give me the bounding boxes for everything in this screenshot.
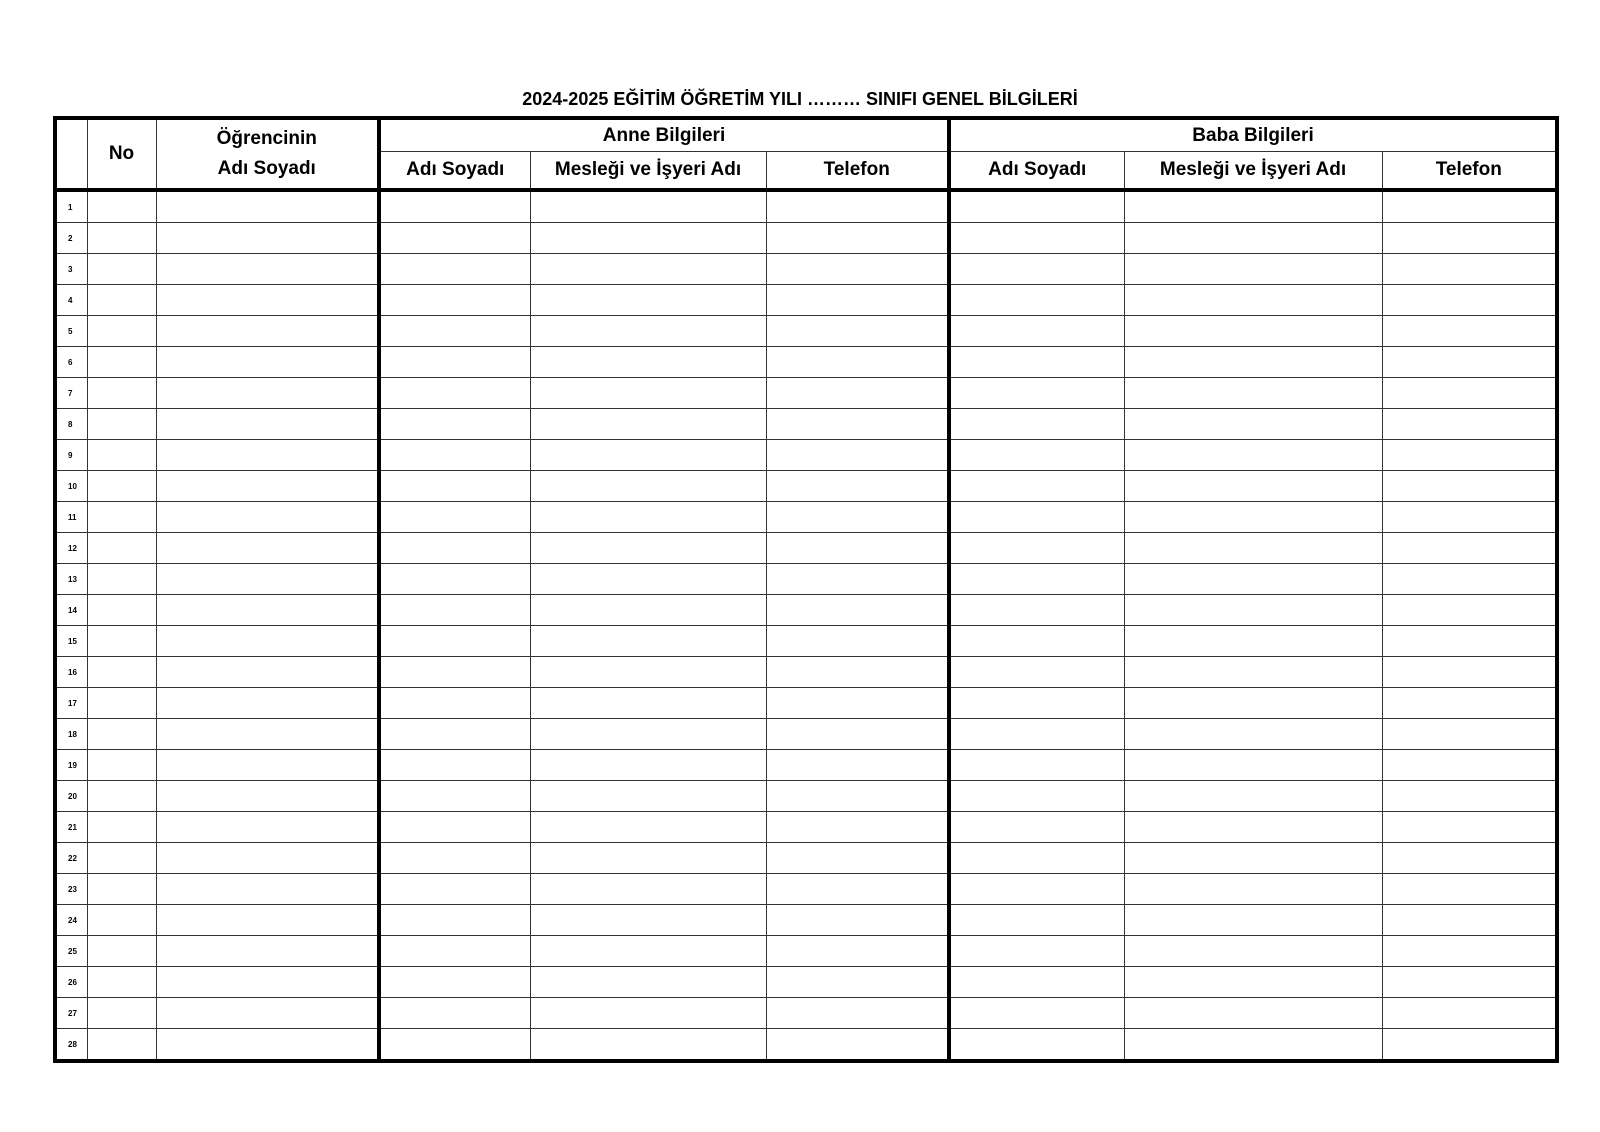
no-cell[interactable] [87,347,156,378]
row-number: 17 [55,688,87,719]
mother-job-cell[interactable] [530,750,766,781]
father-job-cell[interactable] [1124,967,1382,998]
father-phone-cell[interactable] [1382,998,1557,1029]
mother-name-cell[interactable] [379,998,530,1029]
student-name-cell[interactable] [156,440,379,471]
father-phone-cell[interactable] [1382,936,1557,967]
mother-phone-header: Telefon [766,152,949,191]
father-job-cell[interactable] [1124,471,1382,502]
father-job-header: Mesleği ve İşyeri Adı [1124,152,1382,191]
no-cell[interactable] [87,440,156,471]
table-row [55,347,1557,378]
father-phone-cell[interactable] [1382,223,1557,254]
mother-phone-cell[interactable] [766,688,949,719]
father-name-cell[interactable] [949,595,1124,626]
father-phone-cell[interactable] [1382,378,1557,409]
table-row [55,936,1557,967]
mother-name-cell[interactable] [379,657,530,688]
mother-phone-cell[interactable] [766,440,949,471]
table-row [55,285,1557,316]
row-number: 16 [55,657,87,688]
no-cell[interactable] [87,936,156,967]
mother-job-cell[interactable] [530,316,766,347]
row-number: 24 [55,905,87,936]
student-name-cell[interactable] [156,874,379,905]
mother-name-cell[interactable] [379,409,530,440]
father-job-cell[interactable] [1124,750,1382,781]
mother-job-cell[interactable] [530,190,766,223]
father-phone-cell[interactable] [1382,719,1557,750]
mother-info-header: Anne Bilgileri [379,118,949,152]
mother-phone-cell[interactable] [766,812,949,843]
no-cell[interactable] [87,781,156,812]
mother-job-cell[interactable] [530,440,766,471]
row-number: 4 [55,285,87,316]
no-cell[interactable] [87,223,156,254]
table-row [55,657,1557,688]
table-row [55,254,1557,285]
mother-name-cell[interactable] [379,843,530,874]
mother-job-cell[interactable] [530,967,766,998]
student-header-line1: Öğrencinin [216,128,317,149]
father-name-cell[interactable] [949,781,1124,812]
father-name-cell[interactable] [949,440,1124,471]
student-name-cell[interactable] [156,905,379,936]
no-cell[interactable] [87,843,156,874]
student-name-cell[interactable] [156,781,379,812]
father-job-cell[interactable] [1124,1029,1382,1062]
student-name-cell[interactable] [156,564,379,595]
mother-phone-cell[interactable] [766,843,949,874]
row-number: 12 [55,533,87,564]
mother-name-cell[interactable] [379,471,530,502]
table-row [55,190,1557,223]
row-number: 14 [55,595,87,626]
row-number: 6 [55,347,87,378]
father-name-cell[interactable] [949,347,1124,378]
table-body [55,190,1557,1061]
row-number: 28 [55,1029,87,1062]
row-number: 9 [55,440,87,471]
student-name-cell[interactable] [156,688,379,719]
mother-job-cell[interactable] [530,595,766,626]
table-row [55,1029,1557,1062]
mother-name-cell[interactable] [379,533,530,564]
mother-job-cell[interactable] [530,409,766,440]
mother-name-cell[interactable] [379,378,530,409]
row-number: 11 [55,502,87,533]
mother-job-cell[interactable] [530,254,766,285]
father-name-cell[interactable] [949,190,1124,223]
father-phone-cell[interactable] [1382,254,1557,285]
father-name-header: Adı Soyadı [949,152,1124,191]
father-name-cell[interactable] [949,688,1124,719]
row-number: 20 [55,781,87,812]
mother-job-cell[interactable] [530,502,766,533]
no-cell[interactable] [87,750,156,781]
father-job-cell[interactable] [1124,998,1382,1029]
mother-phone-cell[interactable] [766,190,949,223]
father-phone-cell[interactable] [1382,285,1557,316]
father-job-cell[interactable] [1124,347,1382,378]
mother-phone-cell[interactable] [766,409,949,440]
father-phone-cell[interactable] [1382,316,1557,347]
no-cell[interactable] [87,378,156,409]
father-name-cell[interactable] [949,223,1124,254]
table-row [55,998,1557,1029]
mother-name-cell[interactable] [379,440,530,471]
father-phone-cell[interactable] [1382,409,1557,440]
table-row [55,378,1557,409]
father-phone-cell[interactable] [1382,657,1557,688]
student-name-cell[interactable] [156,1029,379,1062]
mother-job-cell[interactable] [530,657,766,688]
father-job-cell[interactable] [1124,719,1382,750]
father-phone-cell[interactable] [1382,440,1557,471]
mother-name-cell[interactable] [379,967,530,998]
mother-phone-cell[interactable] [766,316,949,347]
father-name-cell[interactable] [949,750,1124,781]
student-name-cell[interactable] [156,843,379,874]
no-cell[interactable] [87,626,156,657]
father-job-cell[interactable] [1124,688,1382,719]
page-title: 2024-2025 EĞİTİM ÖĞRETİM YILI ……… SINIFI GENEL BİLGİLERİ [522,89,1078,109]
table-row [55,750,1557,781]
no-cell[interactable] [87,502,156,533]
father-job-cell[interactable] [1124,223,1382,254]
father-job-cell[interactable] [1124,812,1382,843]
father-job-cell[interactable] [1124,378,1382,409]
father-name-cell[interactable] [949,998,1124,1029]
table-row [55,502,1557,533]
no-cell[interactable] [87,471,156,502]
table-row [55,688,1557,719]
row-number: 25 [55,936,87,967]
mother-job-cell[interactable] [530,905,766,936]
student-name-cell[interactable] [156,502,379,533]
row-number: 7 [55,378,87,409]
mother-phone-cell[interactable] [766,750,949,781]
father-job-cell[interactable] [1124,190,1382,223]
no-cell[interactable] [87,254,156,285]
father-phone-cell[interactable] [1382,190,1557,223]
student-name-cell[interactable] [156,471,379,502]
father-phone-cell[interactable] [1382,781,1557,812]
mother-phone-cell[interactable] [766,223,949,254]
table-row [55,223,1557,254]
mother-job-cell[interactable] [530,378,766,409]
father-name-cell[interactable] [949,254,1124,285]
student-name-header [156,118,379,190]
row-number: 3 [55,254,87,285]
student-name-cell[interactable] [156,190,379,223]
mother-name-cell[interactable] [379,874,530,905]
father-name-cell[interactable] [949,874,1124,905]
row-number: 8 [55,409,87,440]
mother-name-cell[interactable] [379,936,530,967]
student-name-cell[interactable] [156,719,379,750]
mother-phone-cell[interactable] [766,502,949,533]
mother-job-cell[interactable] [530,874,766,905]
father-name-cell[interactable] [949,564,1124,595]
mother-phone-cell[interactable] [766,347,949,378]
no-cell[interactable] [87,285,156,316]
mother-job-cell[interactable] [530,719,766,750]
student-name-cell[interactable] [156,223,379,254]
father-phone-cell[interactable] [1382,843,1557,874]
father-phone-cell[interactable] [1382,812,1557,843]
mother-phone-cell[interactable] [766,936,949,967]
mother-job-cell[interactable] [530,843,766,874]
father-phone-cell[interactable] [1382,905,1557,936]
table-row [55,316,1557,347]
mother-phone-cell[interactable] [766,626,949,657]
no-cell[interactable] [87,409,156,440]
father-job-cell[interactable] [1124,409,1382,440]
table-row [55,533,1557,564]
father-job-cell[interactable] [1124,502,1382,533]
row-number: 21 [55,812,87,843]
mother-job-cell[interactable] [530,812,766,843]
father-name-cell[interactable] [949,502,1124,533]
row-number: 13 [55,564,87,595]
mother-name-cell[interactable] [379,285,530,316]
no-header: No [87,118,156,190]
no-cell[interactable] [87,190,156,223]
mother-phone-cell[interactable] [766,595,949,626]
father-phone-cell[interactable] [1382,626,1557,657]
mother-job-cell[interactable] [530,688,766,719]
mother-job-cell[interactable] [530,471,766,502]
father-job-cell[interactable] [1124,874,1382,905]
row-number: 18 [55,719,87,750]
father-phone-cell[interactable] [1382,688,1557,719]
father-name-cell[interactable] [949,626,1124,657]
father-job-cell[interactable] [1124,533,1382,564]
mother-job-cell[interactable] [530,223,766,254]
table-row [55,874,1557,905]
mother-phone-cell[interactable] [766,471,949,502]
mother-name-cell[interactable] [379,781,530,812]
mother-phone-cell[interactable] [766,533,949,564]
mother-job-cell[interactable] [530,285,766,316]
father-name-cell[interactable] [949,316,1124,347]
father-name-cell[interactable] [949,471,1124,502]
student-name-cell[interactable] [156,254,379,285]
no-cell[interactable] [87,719,156,750]
table-row [55,843,1557,874]
father-name-cell[interactable] [949,285,1124,316]
row-number: 27 [55,998,87,1029]
father-name-cell[interactable] [949,812,1124,843]
student-name-cell[interactable] [156,409,379,440]
mother-job-header: Mesleği ve İşyeri Adı [530,152,766,191]
student-name-cell[interactable] [156,967,379,998]
no-cell[interactable] [87,564,156,595]
father-phone-cell[interactable] [1382,347,1557,378]
mother-job-cell[interactable] [530,781,766,812]
mother-job-cell[interactable] [530,626,766,657]
mother-name-cell[interactable] [379,905,530,936]
father-name-cell[interactable] [949,719,1124,750]
student-name-cell[interactable] [156,347,379,378]
father-phone-cell[interactable] [1382,967,1557,998]
mother-phone-cell[interactable] [766,657,949,688]
father-job-cell[interactable] [1124,936,1382,967]
no-cell[interactable] [87,874,156,905]
father-name-cell[interactable] [949,936,1124,967]
mother-name-cell[interactable] [379,347,530,378]
student-name-cell[interactable] [156,378,379,409]
no-cell[interactable] [87,1029,156,1062]
mother-name-cell[interactable] [379,254,530,285]
mother-name-cell[interactable] [379,719,530,750]
mother-phone-cell[interactable] [766,254,949,285]
student-name-cell[interactable] [156,533,379,564]
no-cell[interactable] [87,688,156,719]
father-name-cell[interactable] [949,657,1124,688]
row-number: 26 [55,967,87,998]
father-job-cell[interactable] [1124,843,1382,874]
mother-phone-cell[interactable] [766,967,949,998]
father-info-header: Baba Bilgileri [949,118,1557,152]
table-row [55,626,1557,657]
father-job-cell[interactable] [1124,254,1382,285]
father-job-cell[interactable] [1124,905,1382,936]
father-job-cell[interactable] [1124,316,1382,347]
row-number: 15 [55,626,87,657]
mother-job-cell[interactable] [530,1029,766,1062]
mother-name-cell[interactable] [379,564,530,595]
student-name-cell[interactable] [156,316,379,347]
father-name-cell[interactable] [949,967,1124,998]
mother-name-cell[interactable] [379,502,530,533]
student-name-cell[interactable] [156,936,379,967]
father-job-cell[interactable] [1124,595,1382,626]
mother-job-cell[interactable] [530,936,766,967]
mother-name-cell[interactable] [379,595,530,626]
mother-name-cell[interactable] [379,223,530,254]
no-cell[interactable] [87,657,156,688]
mother-phone-cell[interactable] [766,998,949,1029]
mother-job-cell[interactable] [530,533,766,564]
table-row [55,440,1557,471]
mother-name-cell[interactable] [379,190,530,223]
no-cell[interactable] [87,595,156,626]
mother-phone-cell[interactable] [766,905,949,936]
no-cell[interactable] [87,812,156,843]
table-row [55,905,1557,936]
row-number: 23 [55,874,87,905]
class-info-table [53,116,1559,1063]
father-name-cell[interactable] [949,843,1124,874]
father-name-cell[interactable] [949,533,1124,564]
no-cell[interactable] [87,533,156,564]
father-job-cell[interactable] [1124,285,1382,316]
mother-name-cell[interactable] [379,1029,530,1062]
mother-name-cell[interactable] [379,626,530,657]
student-header-line2: Adı Soyadı [217,158,316,179]
row-number: 19 [55,750,87,781]
mother-phone-cell[interactable] [766,874,949,905]
mother-name-cell[interactable] [379,812,530,843]
father-phone-cell[interactable] [1382,874,1557,905]
father-phone-cell[interactable] [1382,595,1557,626]
row-number: 10 [55,471,87,502]
father-job-cell[interactable] [1124,440,1382,471]
table-row [55,471,1557,502]
student-name-cell[interactable] [156,998,379,1029]
student-name-cell[interactable] [156,285,379,316]
father-name-cell[interactable] [949,905,1124,936]
table-row [55,812,1557,843]
row-number: 5 [55,316,87,347]
mother-name-header: Adı Soyadı [379,152,530,191]
father-job-cell[interactable] [1124,657,1382,688]
father-phone-cell[interactable] [1382,471,1557,502]
row-index-header [55,118,87,190]
father-name-cell[interactable] [949,409,1124,440]
mother-job-cell[interactable] [530,998,766,1029]
father-job-cell[interactable] [1124,564,1382,595]
father-job-cell[interactable] [1124,626,1382,657]
father-name-cell[interactable] [949,378,1124,409]
mother-phone-cell[interactable] [766,285,949,316]
mother-phone-cell[interactable] [766,564,949,595]
no-cell[interactable] [87,998,156,1029]
row-number: 22 [55,843,87,874]
table-header [55,118,1557,190]
student-name-cell[interactable] [156,595,379,626]
table-row [55,564,1557,595]
no-cell[interactable] [87,967,156,998]
father-phone-cell[interactable] [1382,564,1557,595]
table-row [55,719,1557,750]
table-row [55,409,1557,440]
mother-name-cell[interactable] [379,688,530,719]
student-name-cell[interactable] [156,812,379,843]
table-row [55,595,1557,626]
mother-job-cell[interactable] [530,347,766,378]
father-phone-cell[interactable] [1382,1029,1557,1062]
mother-name-cell[interactable] [379,750,530,781]
row-number: 2 [55,223,87,254]
father-phone-cell[interactable] [1382,533,1557,564]
father-phone-cell[interactable] [1382,502,1557,533]
table-row [55,967,1557,998]
mother-job-cell[interactable] [530,564,766,595]
student-name-cell[interactable] [156,626,379,657]
table-row [55,781,1557,812]
student-name-cell[interactable] [156,657,379,688]
father-name-cell[interactable] [949,1029,1124,1062]
mother-phone-cell[interactable] [766,378,949,409]
mother-phone-cell[interactable] [766,781,949,812]
student-name-cell[interactable] [156,750,379,781]
mother-phone-cell[interactable] [766,719,949,750]
father-phone-cell[interactable] [1382,750,1557,781]
no-cell[interactable] [87,905,156,936]
mother-phone-cell[interactable] [766,1029,949,1062]
no-cell[interactable] [87,316,156,347]
father-job-cell[interactable] [1124,781,1382,812]
row-number: 1 [55,190,87,223]
father-phone-header: Telefon [1382,152,1557,191]
mother-name-cell[interactable] [379,316,530,347]
